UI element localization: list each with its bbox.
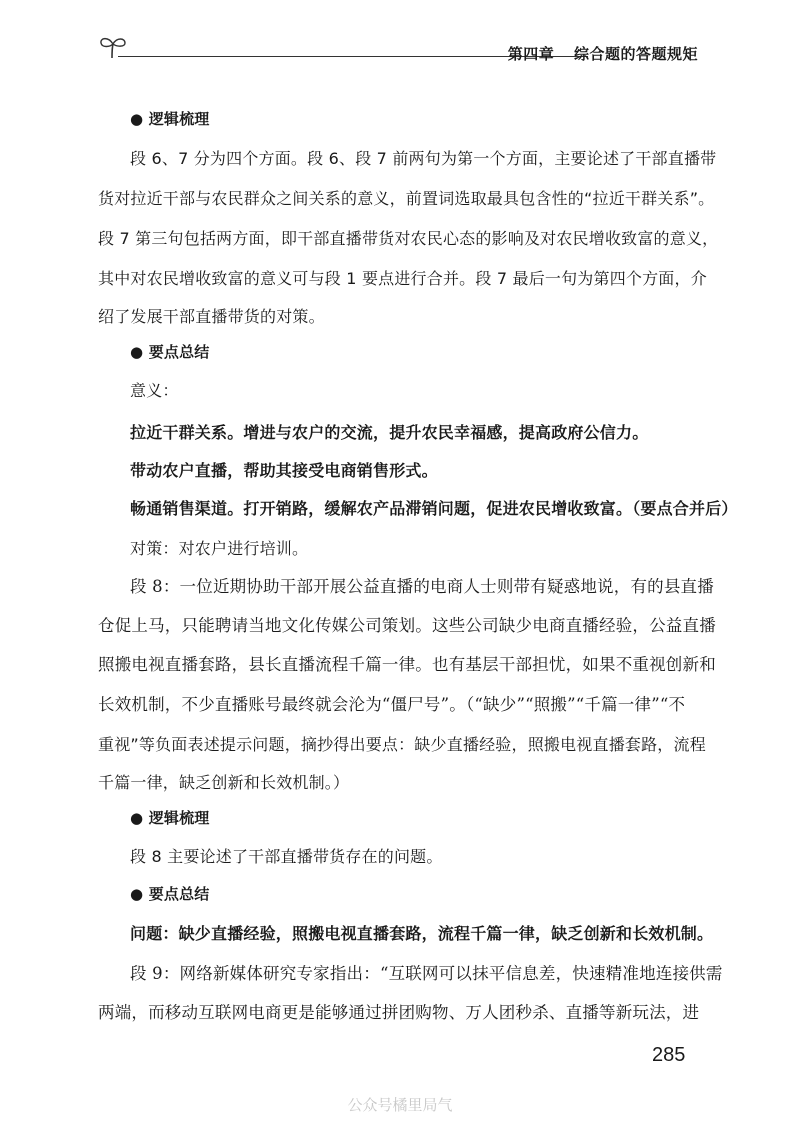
body-line: 仓促上马，只能聘请当地文化传媒公司策划。这些公司缺少电商直播经验，公益直播 <box>98 616 716 635</box>
watermark: 公众号橘里局气 <box>347 1096 453 1114</box>
body-line: 畅通销售渠道。打开销路，缓解农产品滞销问题，促进农民增收致富。（要点合并后） <box>130 499 738 518</box>
body-line: 对策：对农户进行培训。 <box>130 539 309 558</box>
body-line: 拉近干群关系。增进与农户的交流，提升农民幸福感，提高政府公信力。 <box>130 423 649 442</box>
body-line: 带动农户直播，帮助其接受电商销售形式。 <box>130 461 438 480</box>
body-line: 绍了发展干部直播带货的对策。 <box>98 307 325 326</box>
body-line: 长效机制，不少直播账号最终就会沦为“僵尸号”。（“缺少”“照搬”“千篇一律”“不 <box>98 695 686 714</box>
section-heading-logic: ● 逻辑梳理 <box>130 110 210 128</box>
body-line: 照搬电视直播套路，县长直播流程千篇一律。也有基层干部担忧，如果不重视创新和 <box>98 655 716 674</box>
body-line: 段 8：一位近期协助干部开展公益直播的电商人士则带有疑惑地说，有的县直播 <box>130 577 714 596</box>
body-line: 重视”等负面表述提示问题，摘抄得出要点：缺少直播经验，照搬电视直播套路，流程 <box>98 735 706 754</box>
body-line: 意义： <box>130 381 179 400</box>
section-heading-summary: ● 要点总结 <box>130 885 210 903</box>
body-line: 千篇一律，缺乏创新和长效机制。） <box>98 773 350 792</box>
chapter-title: 综合题的答题规矩 <box>573 45 698 63</box>
section-heading-summary: ● 要点总结 <box>130 343 210 361</box>
chapter-label: 第四章 <box>507 45 555 63</box>
running-header <box>98 32 698 72</box>
body-line: 两端，而移动互联网电商更是能够通过拼团购物、万人团秒杀、直播等新玩法，进 <box>98 1003 700 1022</box>
body-line: 段 8 主要论述了干部直播带货存在的问题。 <box>130 847 443 866</box>
body-line: 其中对农民增收致富的意义可与段 1 要点进行合并。段 7 最后一句为第四个方面，介 <box>98 269 707 288</box>
section-heading-logic: ● 逻辑梳理 <box>130 809 210 827</box>
body-line: 货对拉近干部与农民群众之间关系的意义，前置词选取最具包含性的“拉近干群关系”。 <box>98 189 715 208</box>
sprout-icon <box>98 32 128 62</box>
body-line: 段 9：网络新媒体研究专家指出：“互联网可以抹平信息差，快速精准地连接供需 <box>130 964 723 983</box>
page-number: 285 <box>652 1044 686 1066</box>
body-line: 段 7 第三句包括两方面，即干部直播带货对农民心态的影响及对农民增收致富的意义， <box>98 229 719 248</box>
chapter-heading <box>508 43 698 64</box>
body-line: 段 6、7 分为四个方面。段 6、段 7 前两句为第一个方面，主要论述了干部直播带 <box>130 149 717 168</box>
body-line: 问题：缺少直播经验，照搬电视直播套路，流程千篇一律，缺乏创新和长效机制。 <box>130 924 714 943</box>
